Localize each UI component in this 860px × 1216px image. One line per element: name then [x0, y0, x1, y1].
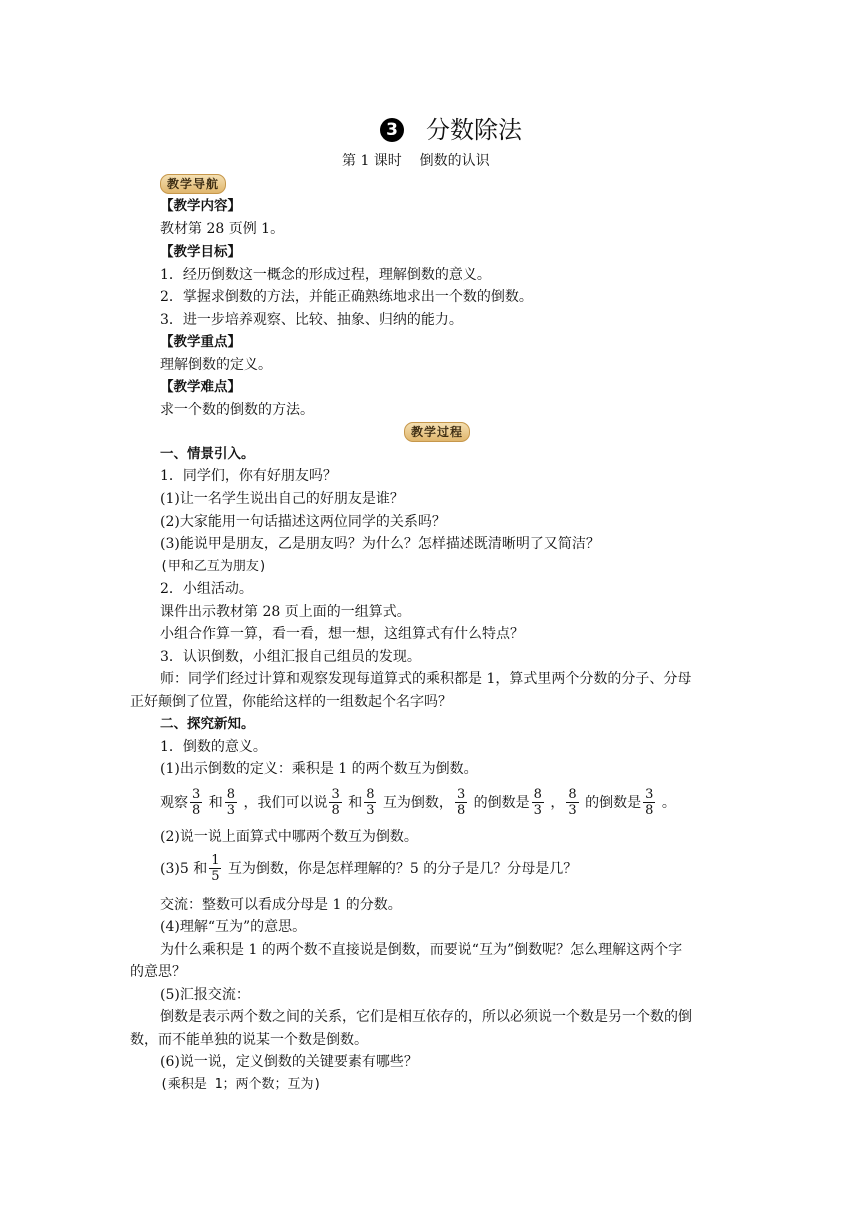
key-point-text: 理解倒数的定义。 — [160, 357, 272, 373]
section-2-question-4: (4)理解“互为”的意思。 — [160, 919, 307, 935]
obs-text-8: 的倒数是 — [585, 795, 642, 811]
section-1-item-2: 2．小组活动。 — [160, 581, 253, 597]
fraction-8-3: $\frac{8}{3}$ — [366, 786, 375, 818]
heading-key-point: 【教学重点】 — [160, 334, 241, 350]
observation-line — [160, 784, 676, 822]
section-1-question-1: (1)让一名学生说出自己的好朋友是谁？ — [160, 491, 404, 507]
section-2-question-1: (1)出示倒数的定义：乘积是 1 的两个数互为倒数。 — [160, 761, 478, 777]
chapter-name: 分数除法 — [426, 116, 522, 144]
q3-text-2: 互为倒数，你是怎样理解的？5 的分子是几？分母是几？ — [227, 861, 578, 877]
fraction-3-8: $\frac{3}{8}$ — [192, 786, 201, 818]
chapter-number: 3 — [380, 118, 404, 142]
lesson-title: 第 1 课时 倒数的认识 — [342, 153, 490, 169]
exchange-text: 交流：整数可以看成分母是 1 的分数。 — [160, 897, 402, 913]
question-4-paragraph-b: 的意思？ — [130, 964, 186, 980]
section-2-question-5: (5)汇报交流： — [160, 987, 250, 1003]
content-text: 教材第 28 页例 1。 — [160, 221, 285, 237]
fraction-1-5: $\frac{1}{5}$ — [211, 852, 220, 884]
badge-teaching-guide: 教学导航 — [160, 174, 226, 194]
fraction-3-8: $\frac{3}{8}$ — [456, 786, 466, 818]
fraction-3-8: $\frac{3}{8}$ — [645, 786, 654, 818]
obs-text-6: 的倒数是 — [473, 795, 530, 811]
difficult-point-text: 求一个数的倒数的方法。 — [160, 402, 314, 418]
section-1-answer: (甲和乙互为朋友) — [160, 559, 267, 574]
obs-text-1: 观察 — [160, 795, 188, 811]
fraction-8-3: $\frac{8}{3}$ — [568, 786, 577, 818]
section-1-item-2a: 课件出示教材第 28 页上面的一组算式。 — [160, 604, 411, 620]
goal-3: 3．进一步培养观察、比较、抽象、归纳的能力。 — [160, 312, 463, 328]
section-2-heading: 二、探究新知。 — [160, 716, 255, 732]
section-1-item-3a: 师：同学们经过计算和观察发现每道算式的乘积都是 1，算式里两个分数的分子、分母 — [160, 671, 692, 687]
obs-text-9: 。 — [661, 795, 676, 811]
section-1-question-2: (2)大家能用一句话描述这两位同学的关系吗？ — [160, 514, 446, 530]
section-1-heading: 一、情景引入。 — [160, 446, 255, 462]
section-2-question-6: (6)说一说，定义倒数的关键要素有哪些？ — [160, 1054, 418, 1070]
obs-text-3: ，我们可以说 — [243, 795, 328, 811]
section-1-question-3: (3)能说甲是朋友，乙是朋友吗？为什么？怎样描述既清晰明了又简洁？ — [160, 536, 600, 552]
chapter-title — [380, 116, 522, 144]
q3-text-1: (3)5 和 — [160, 861, 208, 877]
section-2-question-2: (2)说一说上面算式中哪两个数互为倒数。 — [160, 829, 418, 845]
question-3-line — [160, 850, 577, 888]
section-1-item-1: 1．同学们，你有好朋友吗？ — [160, 468, 337, 484]
section-2-item-1: 1．倒数的意义。 — [160, 739, 267, 755]
heading-goals: 【教学目标】 — [160, 244, 241, 260]
section-1-item-3: 3．认识倒数，小组汇报自己组员的发现。 — [160, 649, 421, 665]
section-1-item-3b: 正好颠倒了位置，你能给这样的一组数起个名字吗？ — [130, 694, 452, 710]
fraction-8-3: $\frac{8}{3}$ — [226, 786, 236, 818]
badge-teaching-process: 教学过程 — [404, 422, 470, 442]
section-1-item-2b: 小组合作算一算，看一看，想一想，这组算式有什么特点？ — [160, 626, 524, 642]
fraction-3-8: $\frac{3}{8}$ — [331, 786, 340, 818]
goal-2: 2．掌握求倒数的方法，并能正确熟练地求出一个数的倒数。 — [160, 289, 533, 305]
obs-text-5: 互为倒数， — [382, 795, 453, 811]
obs-text-4: 和 — [348, 795, 363, 811]
question-5-paragraph-a: 倒数是表示两个数之间的关系，它们是相互依存的，所以必须说一个数是另一个数的倒 — [160, 1009, 692, 1025]
obs-text-7: ， — [550, 795, 565, 811]
question-4-paragraph-a: 为什么乘积是 1 的两个数不直接说是倒数，而要说“互为”倒数呢？怎么理解这两个字 — [160, 942, 683, 958]
question-6-answer: (乘积是 1；两个数；互为) — [160, 1077, 322, 1092]
obs-text-2: 和 — [208, 795, 223, 811]
question-5-paragraph-b: 数，而不能单独的说某一个数是倒数。 — [130, 1032, 368, 1048]
heading-content: 【教学内容】 — [160, 198, 241, 214]
fraction-8-3: $\frac{8}{3}$ — [533, 786, 542, 818]
heading-difficult-point: 【教学难点】 — [160, 379, 241, 395]
goal-1: 1．经历倒数这一概念的形成过程，理解倒数的意义。 — [160, 267, 491, 283]
